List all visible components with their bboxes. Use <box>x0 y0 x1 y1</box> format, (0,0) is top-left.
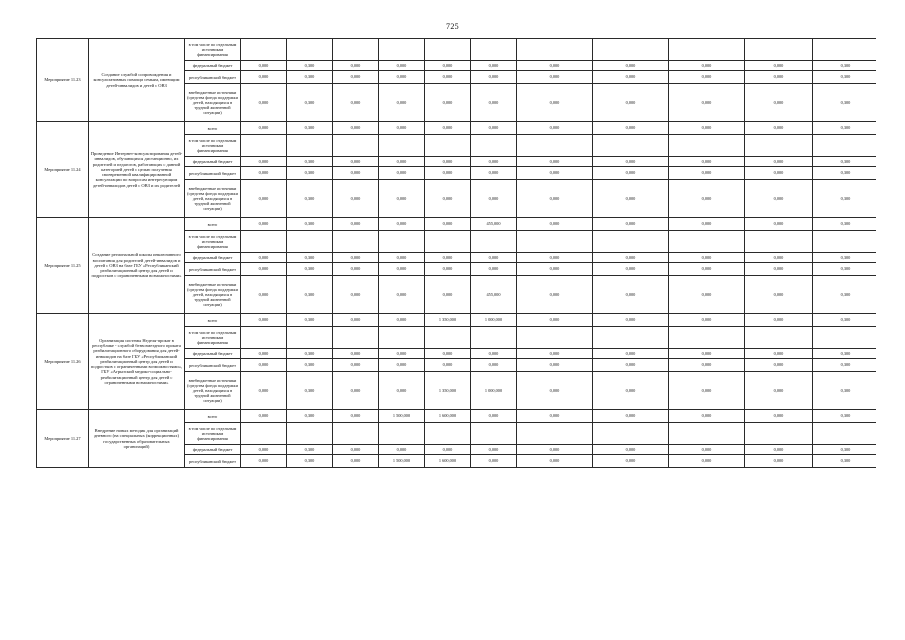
amount-cell: 0,000 <box>333 349 379 359</box>
amount-cell: 0,300 <box>287 410 333 423</box>
funding-source-federal: федеральный бюджет <box>185 61 241 71</box>
amount-cell <box>471 327 517 349</box>
amount-cell: 0,000 <box>593 84 669 122</box>
amount-cell: 0,000 <box>379 167 425 180</box>
amount-cell: 0,000 <box>669 314 745 327</box>
amount-cell <box>669 327 745 349</box>
amount-cell <box>287 231 333 253</box>
amount-cell: 0,000 <box>471 349 517 359</box>
amount-cell: 0,300 <box>287 445 333 455</box>
amount-cell: 0,300 <box>287 263 333 276</box>
amount-cell: 0,000 <box>745 445 813 455</box>
amount-cell: 0,000 <box>745 218 813 231</box>
table-row <box>37 122 877 135</box>
amount-cell: 0,000 <box>471 410 517 423</box>
amount-cell: 0,000 <box>333 253 379 263</box>
amount-cell <box>379 327 425 349</box>
amount-cell: 0,000 <box>745 349 813 359</box>
page-number: 725 <box>446 22 459 31</box>
amount-cell: 0,000 <box>669 167 745 180</box>
amount-cell: 0,300 <box>813 167 877 180</box>
amount-cell <box>471 135 517 157</box>
amount-cell: 0,000 <box>379 445 425 455</box>
funding-source-incl: в том числе по отдельным источникам финансирования <box>185 423 241 445</box>
amount-cell: 0,000 <box>425 61 471 71</box>
amount-cell <box>517 39 593 61</box>
amount-cell: 0,000 <box>333 122 379 135</box>
amount-cell: 0,000 <box>241 276 287 314</box>
measure-label: Мероприятие 11.24 <box>37 122 89 218</box>
budget-table <box>36 38 876 468</box>
amount-cell: 0,000 <box>241 218 287 231</box>
amount-cell: 0,300 <box>813 71 877 84</box>
amount-cell: 0,000 <box>669 180 745 218</box>
amount-cell: 0,000 <box>745 410 813 423</box>
amount-cell: 0,300 <box>813 276 877 314</box>
amount-cell: 0,300 <box>287 157 333 167</box>
amount-cell: 0,000 <box>517 372 593 410</box>
amount-cell: 0,000 <box>593 372 669 410</box>
amount-cell: 0,000 <box>517 122 593 135</box>
amount-cell <box>593 231 669 253</box>
funding-source-federal: федеральный бюджет <box>185 349 241 359</box>
amount-cell: 0,300 <box>813 359 877 372</box>
amount-cell: 0,000 <box>379 263 425 276</box>
amount-cell: 0,000 <box>745 276 813 314</box>
amount-cell: 0,000 <box>517 180 593 218</box>
amount-cell: 0,000 <box>333 359 379 372</box>
amount-cell: 0,300 <box>287 167 333 180</box>
measure-label: Мероприятие 11.26 <box>37 314 89 410</box>
amount-cell <box>471 231 517 253</box>
amount-cell: 0,000 <box>745 167 813 180</box>
amount-cell: 0,300 <box>813 445 877 455</box>
amount-cell: 0,000 <box>593 263 669 276</box>
amount-cell: 0,000 <box>241 263 287 276</box>
amount-cell: 0,300 <box>813 410 877 423</box>
amount-cell: 0,000 <box>379 157 425 167</box>
amount-cell: 0,000 <box>471 84 517 122</box>
amount-cell <box>669 39 745 61</box>
amount-cell: 0,000 <box>593 167 669 180</box>
amount-cell: 0,000 <box>425 263 471 276</box>
amount-cell: 0,000 <box>379 276 425 314</box>
amount-cell: 0,300 <box>287 180 333 218</box>
amount-cell <box>517 423 593 445</box>
amount-cell: 0,000 <box>745 180 813 218</box>
amount-cell: 0,000 <box>333 218 379 231</box>
amount-cell: 0,000 <box>379 314 425 327</box>
amount-cell: 0,000 <box>241 410 287 423</box>
amount-cell: 0,300 <box>287 314 333 327</box>
amount-cell: 0,000 <box>517 276 593 314</box>
amount-cell: 0,000 <box>593 314 669 327</box>
amount-cell: 0,000 <box>669 276 745 314</box>
amount-cell: 455,000 <box>471 218 517 231</box>
funding-source-total: всего <box>185 410 241 423</box>
amount-cell: 1 350,000 <box>425 314 471 327</box>
amount-cell <box>669 423 745 445</box>
amount-cell: 0,000 <box>241 84 287 122</box>
amount-cell: 1 000,000 <box>471 314 517 327</box>
amount-cell: 0,000 <box>669 349 745 359</box>
amount-cell: 0,000 <box>471 167 517 180</box>
amount-cell: 0,000 <box>745 372 813 410</box>
amount-cell: 1 000,000 <box>471 372 517 410</box>
amount-cell: 1 600,000 <box>425 455 471 468</box>
funding-source-incl: в том числе по отдельным источникам финансирования <box>185 231 241 253</box>
amount-cell: 0,000 <box>425 71 471 84</box>
amount-cell: 0,000 <box>333 167 379 180</box>
amount-cell: 0,000 <box>471 122 517 135</box>
amount-cell: 0,000 <box>669 372 745 410</box>
amount-cell: 0,000 <box>593 455 669 468</box>
amount-cell <box>425 39 471 61</box>
amount-cell <box>241 135 287 157</box>
amount-cell: 1 600,000 <box>425 410 471 423</box>
table-row <box>37 39 877 61</box>
amount-cell <box>333 39 379 61</box>
amount-cell: 0,000 <box>745 71 813 84</box>
table-row <box>37 218 877 231</box>
budget-table-sheet <box>36 38 876 588</box>
amount-cell: 0,000 <box>379 84 425 122</box>
amount-cell: 0,300 <box>813 122 877 135</box>
amount-cell: 0,000 <box>593 157 669 167</box>
amount-cell <box>241 423 287 445</box>
amount-cell: 0,000 <box>241 167 287 180</box>
measure-description: Организация системы Неделя-прокат в республике - службой безвозмездного проката реабилитационного оборудования для детей-инвалидов на базе ГБУ «Республиканский реабилитационный центр для детей и подростков с ограниченными возможностями», ГБУ «Агрызский медико-социально-реабилитационный центр для детей с ограниченными возможностями» <box>89 314 185 410</box>
amount-cell: 0,000 <box>425 349 471 359</box>
funding-source-total: всего <box>185 218 241 231</box>
amount-cell: 0,000 <box>517 157 593 167</box>
amount-cell: 0,300 <box>287 122 333 135</box>
amount-cell: 0,000 <box>593 71 669 84</box>
amount-cell <box>333 135 379 157</box>
amount-cell: 0,300 <box>813 218 877 231</box>
amount-cell: 0,000 <box>517 349 593 359</box>
funding-source-extra: внебюджетные источники (средства фонда поддержки детей, находящихся в трудной жизненной ситуации) <box>185 372 241 410</box>
amount-cell <box>379 423 425 445</box>
amount-cell: 0,000 <box>379 71 425 84</box>
amount-cell <box>517 231 593 253</box>
amount-cell: 0,000 <box>745 84 813 122</box>
amount-cell: 0,000 <box>471 445 517 455</box>
amount-cell: 0,300 <box>813 157 877 167</box>
amount-cell <box>379 135 425 157</box>
amount-cell: 0,000 <box>241 359 287 372</box>
amount-cell: 0,300 <box>813 349 877 359</box>
measure-label: Мероприятие 11.23 <box>37 39 89 122</box>
amount-cell <box>333 231 379 253</box>
amount-cell: 0,000 <box>333 314 379 327</box>
amount-cell: 0,000 <box>471 253 517 263</box>
amount-cell: 0,000 <box>593 61 669 71</box>
amount-cell <box>425 231 471 253</box>
amount-cell: 0,000 <box>241 372 287 410</box>
amount-cell: 0,000 <box>241 253 287 263</box>
amount-cell: 0,000 <box>333 455 379 468</box>
amount-cell: 0,000 <box>471 157 517 167</box>
amount-cell <box>379 231 425 253</box>
amount-cell: 0,000 <box>471 180 517 218</box>
amount-cell: 0,300 <box>287 218 333 231</box>
amount-cell: 0,000 <box>425 84 471 122</box>
funding-source-total: всего <box>185 314 241 327</box>
amount-cell <box>813 39 877 61</box>
amount-cell: 0,300 <box>813 263 877 276</box>
measure-label: Мероприятие 11.25 <box>37 218 89 314</box>
amount-cell <box>745 423 813 445</box>
amount-cell: 0,000 <box>517 71 593 84</box>
amount-cell: 0,000 <box>425 276 471 314</box>
funding-source-republic: республиканский бюджет <box>185 167 241 180</box>
amount-cell: 0,000 <box>669 445 745 455</box>
amount-cell <box>813 231 877 253</box>
amount-cell <box>287 423 333 445</box>
funding-source-extra: внебюджетные источники (средства фонда поддержки детей, находящихся в трудной жизненной ситуации) <box>185 84 241 122</box>
amount-cell: 0,000 <box>669 157 745 167</box>
amount-cell: 0,000 <box>669 455 745 468</box>
amount-cell <box>669 231 745 253</box>
amount-cell: 0,300 <box>813 455 877 468</box>
amount-cell: 0,000 <box>669 61 745 71</box>
amount-cell: 1 500,000 <box>379 455 425 468</box>
amount-cell: 0,000 <box>593 445 669 455</box>
funding-source-republic: республиканский бюджет <box>185 359 241 372</box>
amount-cell: 0,000 <box>425 180 471 218</box>
amount-cell <box>813 135 877 157</box>
amount-cell: 0,300 <box>287 359 333 372</box>
amount-cell: 0,300 <box>813 61 877 71</box>
amount-cell: 0,000 <box>517 410 593 423</box>
funding-source-extra: внебюджетные источники (средства фонда поддержки детей, находящихся в трудной жизненной ситуации) <box>185 180 241 218</box>
funding-source-republic: республиканский бюджет <box>185 71 241 84</box>
amount-cell: 0,000 <box>241 122 287 135</box>
amount-cell: 1 350,000 <box>425 372 471 410</box>
amount-cell <box>669 135 745 157</box>
amount-cell: 455,000 <box>471 276 517 314</box>
amount-cell: 0,000 <box>241 455 287 468</box>
amount-cell: 0,000 <box>333 276 379 314</box>
amount-cell: 0,000 <box>745 314 813 327</box>
amount-cell: 0,000 <box>745 359 813 372</box>
amount-cell <box>471 423 517 445</box>
amount-cell: 0,000 <box>379 122 425 135</box>
amount-cell <box>745 39 813 61</box>
funding-source-incl: в том числе по отдельным источникам финансирования <box>185 327 241 349</box>
amount-cell: 0,000 <box>669 410 745 423</box>
funding-source-federal: федеральный бюджет <box>185 253 241 263</box>
amount-cell: 0,300 <box>813 372 877 410</box>
amount-cell: 0,000 <box>333 180 379 218</box>
amount-cell: 0,000 <box>425 157 471 167</box>
amount-cell: 0,000 <box>593 359 669 372</box>
amount-cell: 0,300 <box>287 253 333 263</box>
amount-cell <box>471 39 517 61</box>
amount-cell <box>287 327 333 349</box>
amount-cell <box>333 327 379 349</box>
funding-source-federal: федеральный бюджет <box>185 157 241 167</box>
amount-cell: 0,000 <box>517 84 593 122</box>
amount-cell: 0,300 <box>287 84 333 122</box>
amount-cell: 0,000 <box>517 445 593 455</box>
amount-cell: 0,000 <box>669 253 745 263</box>
amount-cell: 0,000 <box>745 157 813 167</box>
amount-cell: 0,000 <box>517 253 593 263</box>
amount-cell: 0,000 <box>241 314 287 327</box>
amount-cell <box>517 327 593 349</box>
amount-cell: 0,000 <box>471 359 517 372</box>
amount-cell: 0,000 <box>471 263 517 276</box>
amount-cell <box>593 423 669 445</box>
amount-cell: 0,000 <box>669 218 745 231</box>
funding-source-republic: республиканский бюджет <box>185 455 241 468</box>
amount-cell <box>241 327 287 349</box>
amount-cell <box>287 39 333 61</box>
amount-cell <box>425 423 471 445</box>
amount-cell: 0,300 <box>813 180 877 218</box>
amount-cell: 0,000 <box>593 180 669 218</box>
amount-cell: 0,000 <box>669 263 745 276</box>
funding-source-total: всего <box>185 122 241 135</box>
amount-cell: 0,000 <box>425 122 471 135</box>
amount-cell <box>593 39 669 61</box>
amount-cell: 0,000 <box>333 372 379 410</box>
amount-cell: 0,300 <box>287 349 333 359</box>
amount-cell: 0,000 <box>241 445 287 455</box>
amount-cell: 0,000 <box>593 253 669 263</box>
amount-cell: 0,000 <box>593 122 669 135</box>
amount-cell: 0,000 <box>379 359 425 372</box>
amount-cell: 0,300 <box>287 71 333 84</box>
amount-cell: 0,300 <box>813 253 877 263</box>
amount-cell: 0,000 <box>517 263 593 276</box>
amount-cell: 0,000 <box>517 61 593 71</box>
table-row <box>37 410 877 423</box>
measure-description: Проведение Интернет-консультирования детей-инвалидов, обучающихся дистанционно, их родителей и педагогов, работающих с данной категорией детей с целью получения своевременной квалифицированной консультации по вопросам интересующим детей-инвалидов детей с ОВЗ и их родителей <box>89 122 185 218</box>
amount-cell <box>593 327 669 349</box>
amount-cell: 0,300 <box>813 314 877 327</box>
amount-cell: 0,000 <box>333 84 379 122</box>
amount-cell: 0,000 <box>333 61 379 71</box>
amount-cell <box>813 423 877 445</box>
amount-cell: 0,000 <box>669 71 745 84</box>
amount-cell <box>813 327 877 349</box>
funding-source-federal: федеральный бюджет <box>185 445 241 455</box>
amount-cell: 0,000 <box>517 314 593 327</box>
measure-description: Создание службой сопровождения и консультативных помощи семьям, имеющим детей-инвалидов и детей с ОВЗ <box>89 39 185 122</box>
amount-cell: 0,300 <box>287 61 333 71</box>
amount-cell: 0,000 <box>379 61 425 71</box>
amount-cell: 0,000 <box>333 410 379 423</box>
amount-cell: 0,000 <box>425 359 471 372</box>
amount-cell: 0,000 <box>379 349 425 359</box>
amount-cell: 0,000 <box>593 218 669 231</box>
amount-cell: 0,000 <box>333 445 379 455</box>
amount-cell: 0,300 <box>287 276 333 314</box>
amount-cell: 0,000 <box>241 180 287 218</box>
amount-cell: 0,000 <box>745 122 813 135</box>
amount-cell: 0,000 <box>241 71 287 84</box>
amount-cell: 0,000 <box>241 157 287 167</box>
amount-cell <box>593 135 669 157</box>
amount-cell: 0,300 <box>287 372 333 410</box>
amount-cell: 0,000 <box>425 445 471 455</box>
amount-cell: 0,000 <box>745 263 813 276</box>
amount-cell: 0,000 <box>669 122 745 135</box>
amount-cell: 0,300 <box>287 455 333 468</box>
funding-source-republic: республиканский бюджет <box>185 263 241 276</box>
amount-cell <box>425 135 471 157</box>
amount-cell: 0,000 <box>241 349 287 359</box>
measure-description: Внедрение новых методик для организаций дневного (на специальных (коррекционных) государственных образовательных организаций) <box>89 410 185 468</box>
table-row <box>37 314 877 327</box>
amount-cell: 0,000 <box>425 167 471 180</box>
amount-cell <box>425 327 471 349</box>
amount-cell: 0,000 <box>333 157 379 167</box>
amount-cell <box>745 231 813 253</box>
amount-cell <box>745 135 813 157</box>
funding-source-extra: внебюджетные источники (средства фонда поддержки детей, находящихся в трудной жизненной ситуации) <box>185 276 241 314</box>
amount-cell <box>745 327 813 349</box>
amount-cell: 0,000 <box>425 218 471 231</box>
amount-cell: 0,000 <box>471 71 517 84</box>
amount-cell: 0,000 <box>379 253 425 263</box>
amount-cell <box>379 39 425 61</box>
amount-cell: 0,000 <box>517 455 593 468</box>
amount-cell <box>287 135 333 157</box>
amount-cell: 0,000 <box>241 61 287 71</box>
amount-cell <box>241 231 287 253</box>
amount-cell: 0,000 <box>517 218 593 231</box>
amount-cell: 0,000 <box>471 61 517 71</box>
amount-cell: 0,000 <box>471 455 517 468</box>
amount-cell: 0,000 <box>745 253 813 263</box>
amount-cell: 0,000 <box>593 276 669 314</box>
amount-cell: 0,300 <box>813 84 877 122</box>
amount-cell: 0,000 <box>669 359 745 372</box>
amount-cell <box>333 423 379 445</box>
funding-source-incl: в том числе по отдельным источникам финансирования <box>185 39 241 61</box>
amount-cell <box>517 135 593 157</box>
amount-cell: 0,000 <box>379 218 425 231</box>
amount-cell: 0,000 <box>425 253 471 263</box>
amount-cell: 0,000 <box>745 61 813 71</box>
amount-cell: 1 500,000 <box>379 410 425 423</box>
measure-label: Мероприятие 11.27 <box>37 410 89 468</box>
amount-cell: 0,000 <box>669 84 745 122</box>
amount-cell: 0,000 <box>379 372 425 410</box>
amount-cell: 0,000 <box>333 71 379 84</box>
amount-cell: 0,000 <box>593 349 669 359</box>
amount-cell: 0,000 <box>593 410 669 423</box>
funding-source-incl: в том числе по отдельным источникам финансирования <box>185 135 241 157</box>
amount-cell: 0,000 <box>333 263 379 276</box>
amount-cell: 0,000 <box>379 180 425 218</box>
amount-cell <box>241 39 287 61</box>
amount-cell: 0,000 <box>517 167 593 180</box>
measure-description: Создание региональной школы инклюзивного воспитания для родителей детей-инвалидов и детей с ОВЗ на базе ГБУ «Республиканский реабилитационный центр для детей и подростков с ограниченными возможностями» <box>89 218 185 314</box>
amount-cell: 0,000 <box>745 455 813 468</box>
amount-cell: 0,000 <box>517 359 593 372</box>
